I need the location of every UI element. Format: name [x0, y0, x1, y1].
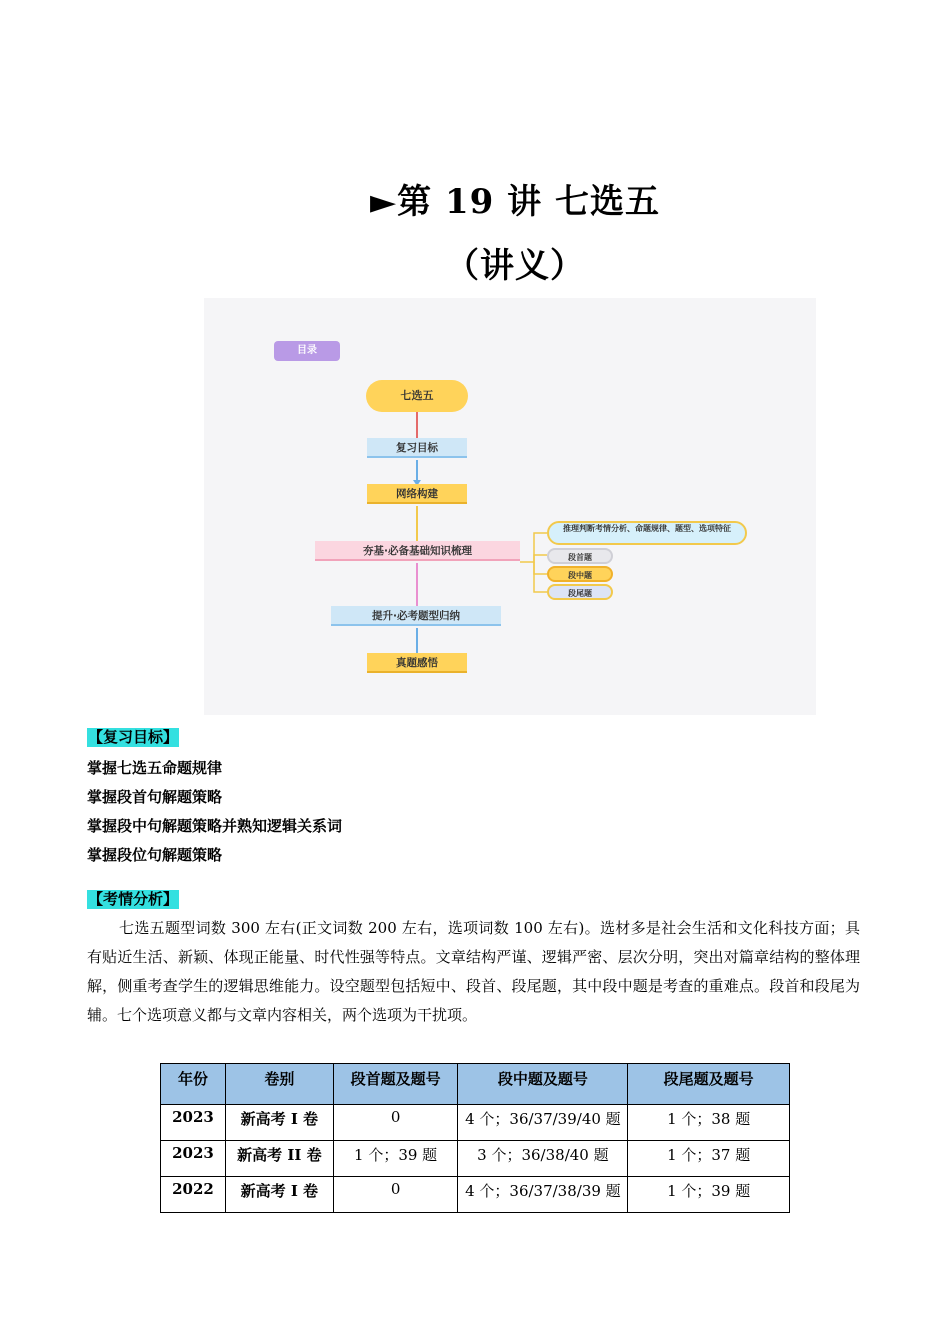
table-header: 段首题及题号	[333, 1064, 458, 1105]
mindmap-sub-middle: 段中题	[547, 566, 613, 582]
table-cell: 2023	[161, 1105, 226, 1141]
table-cell: 新高考 I 卷	[225, 1105, 333, 1141]
lecture-subtitle: （讲义）	[445, 246, 585, 286]
table-cell: 新高考 II 卷	[225, 1141, 333, 1177]
table-cell: 1 个；37 题	[628, 1141, 790, 1177]
mindmap-figure	[204, 298, 816, 715]
goal-item: 掌握七选五命题规律	[87, 759, 223, 777]
mindmap-sub-analysis: 推理判断考情分析、命题规律、题型、选项特征	[547, 521, 747, 545]
table-cell: 0	[333, 1177, 458, 1213]
exam-stats-table	[160, 1063, 790, 1213]
table-cell: 1 个；39 题	[628, 1177, 790, 1213]
table-cell: 1 个；38 题	[628, 1105, 790, 1141]
goal-item: 掌握段首句解题策略	[87, 788, 223, 806]
table-header: 段尾题及题号	[628, 1064, 790, 1105]
mindmap-node-review-goals: 复习目标	[367, 438, 467, 458]
table-cell: 4 个；36/37/38/39 题	[458, 1177, 628, 1213]
table-cell: 0	[333, 1105, 458, 1141]
mindmap-node-network: 网络构建	[367, 484, 467, 504]
table-cell: 2022	[161, 1177, 226, 1213]
mindmap-sub-ending: 段尾题	[547, 584, 613, 600]
table-cell: 2023	[161, 1141, 226, 1177]
goal-item: 掌握段中句解题策略并熟知逻辑关系词	[87, 817, 343, 835]
mindmap-node-question-types: 提升·必考题型归纳	[331, 606, 501, 626]
table-header: 段中题及题号	[458, 1064, 628, 1105]
analysis-heading: 【考情分析】	[88, 890, 179, 908]
table-row	[161, 1177, 790, 1213]
table-cell: 新高考 I 卷	[225, 1177, 333, 1213]
mindmap-root: 七选五	[366, 380, 468, 412]
table-header-row	[161, 1064, 790, 1105]
mindmap-tag: 目录	[274, 341, 340, 361]
lecture-title: ►第 19 讲 七选五	[370, 182, 660, 222]
goal-item: 掌握段位句解题策略	[87, 846, 223, 864]
analysis-paragraph: 七选五题型词数 300 左右(正文词数 200 左右，选项词数 100 左右)。选材多是社会生活和文化科技方面；具有贴近生活、新颖、体现正能量、时代性强等特点。文章结构严谨、逻辑严密、层次分明，突出对篇章结构的整体理解，侧重考查学生的逻辑思维能力。设空题型包括短中、段首、段尾题，其中段中题是考查的重难点。段首和段尾为辅。七个选项意义都与文章内容相关，两个选项为干扰项。	[87, 919, 860, 1024]
table-row	[161, 1105, 790, 1141]
table-header: 年份	[161, 1064, 226, 1105]
table-header: 卷别	[225, 1064, 333, 1105]
mindmap-sub-opening: 段首题	[547, 548, 613, 564]
table-row	[161, 1141, 790, 1177]
mindmap-node-real-exam: 真题感悟	[367, 653, 467, 673]
goals-heading: 【复习目标】	[88, 728, 179, 746]
table-cell: 1 个；39 题	[333, 1141, 458, 1177]
mindmap-node-basics: 夯基·必备基础知识梳理	[315, 541, 520, 561]
table-cell: 3 个；36/38/40 题	[458, 1141, 628, 1177]
table-cell: 4 个；36/37/39/40 题	[458, 1105, 628, 1141]
